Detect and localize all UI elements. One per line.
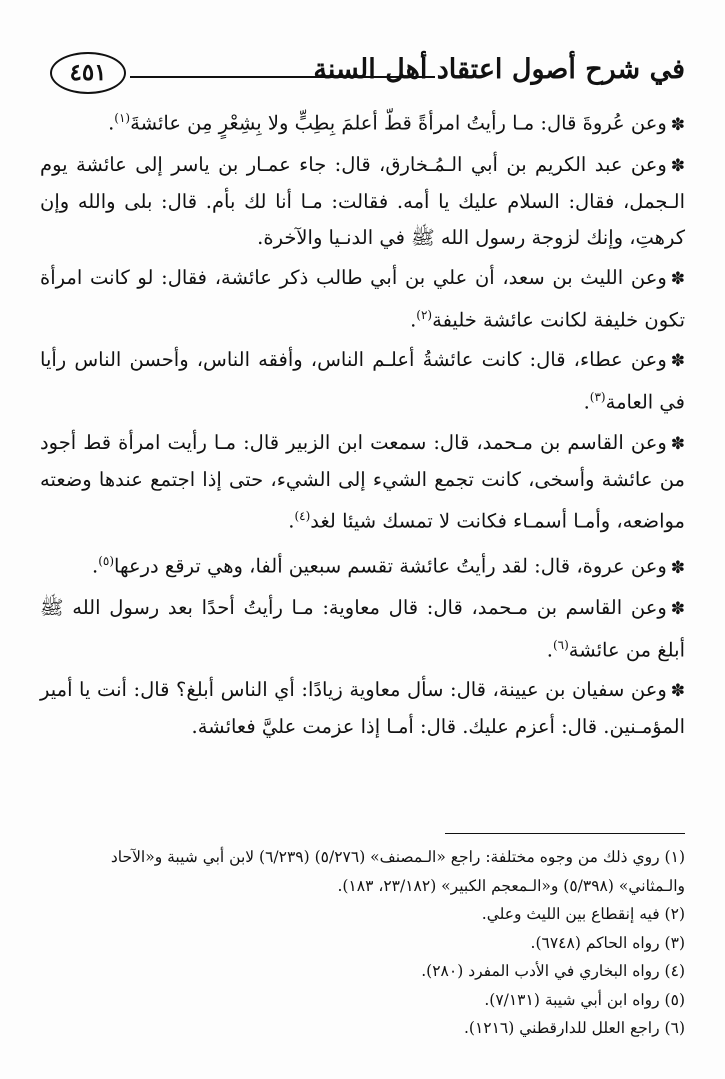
footnote-ref: (٥)	[98, 554, 115, 568]
running-header	[30, 48, 685, 98]
paragraph	[40, 590, 685, 669]
footnote-ref: (٦)	[552, 637, 569, 652]
footnote-number: (٥)	[664, 990, 685, 1009]
footnote-ref: (٤)	[294, 508, 311, 523]
footnote-number: (٣)	[664, 933, 685, 952]
paragraph-tail: .	[546, 638, 553, 661]
paragraph	[40, 543, 685, 586]
footnote-text: رواه ابن أبي شيبة (٧/١٣١).	[484, 990, 660, 1009]
footnote-text: فيه إنقطاع بين الليث وعلي.	[481, 905, 660, 923]
footnote-number: (٤)	[664, 962, 685, 980]
paragraph-text: وعن عبد الكريم بن أبي الـمُـخارق، قال: جاء عمـار بن ياسر إلى عائشة يوم الـجمل، فقال: السلام عليك يا أمه. فقالت: مـا أنا لك بأم. قال: بلى والله وإن كرهتِ، وإنك لزوجة رسول الله ﷺ في الدنـيا والآخرة.	[40, 152, 685, 249]
paragraph-text: وعن القاسم بن مـحمد، قال: قال معاوية: مـا رأيتُ أحدًا بعد رسول الله ﷺ أبلغ من عائشة	[40, 595, 685, 661]
page-number: ٤٥١	[50, 52, 126, 94]
star-icon: ✽	[670, 155, 685, 176]
footnotes	[40, 843, 685, 1043]
star-icon: ✽	[670, 351, 685, 371]
footnote-text: روي ذلك من وجوه مختلفة: راجع «الـمصنف» (٥/٢٧٦) (٦/٢٣٩) لابن أبي شيبة و«الآحاد والـمثاني» (٥/٣٩٨) و«الـمعجم الكبير» (٢٣/١٨٢، ١٨٣).	[110, 848, 685, 895]
footnote-number: (٢)	[664, 905, 685, 923]
star-icon: ✽	[670, 268, 685, 289]
footnote	[40, 1014, 685, 1043]
main-text	[40, 100, 685, 749]
paragraph	[40, 342, 685, 421]
star-icon: ✽	[670, 598, 685, 619]
footnote-text: رواه البخاري في الأدب المفرد (٢٨٠).	[421, 962, 660, 980]
paragraph-tail: .	[92, 554, 99, 578]
star-icon: ✽	[670, 114, 685, 135]
footnote-ref: (١)	[114, 111, 131, 125]
paragraph	[40, 672, 685, 745]
footnote-ref: (٢)	[416, 307, 433, 322]
star-icon: ✽	[670, 433, 685, 454]
paragraph-tail: .	[410, 308, 417, 331]
footnote-text: رواه الحاكم (٦٧٤٨).	[530, 933, 660, 952]
star-icon: ✽	[670, 557, 685, 578]
footnote	[40, 900, 685, 929]
footnote	[40, 986, 685, 1015]
paragraph-text: وعن عروة، قال: لقد رأيتُ عائشة تقسم سبعين ألفا، وهي ترقع درعها	[114, 554, 667, 578]
paragraph-text: وعن عُروةَ قال: مـا رأيتُ امرأةً قطّ أعلمَ بِطِبٍّ ولا بِشِعْرٍ مِن عائشةَ	[130, 111, 667, 135]
paragraph	[40, 425, 685, 540]
paragraph	[40, 100, 685, 143]
book-title: في شرح أصول اعتقاد أهل السنة	[313, 54, 685, 85]
paragraph-text: وعن القاسم بن مـحمد، قال: سمعت ابن الزبير قال: مـا رأيت امرأة قط أجود من عائشة وأسخى، كانت تجمع الشيء إلى الشيء، حتى إذا اجتمع عندها وضعته مواضعه، وأمـا أسمـاء فكانت لا تمسك شيئا لغد	[40, 430, 685, 532]
paragraph	[40, 260, 685, 339]
footnote-number: (٦)	[664, 1019, 685, 1037]
paragraph	[40, 147, 685, 256]
paragraph-tail: .	[583, 390, 590, 414]
paragraph-text: وعن الليث بن سعد، أن علي بن أبي طالب ذكر عائشة، فقال: لو كانت امرأة تكون خليفة لكانت عائشة خليفة	[40, 265, 685, 331]
paragraph-text: وعن عطاء، قال: كانت عائشةُ أعلـم الناس، وأفقه الناس، وأحسن الناس رأيا في العامة	[40, 348, 685, 414]
star-icon: ✽	[670, 681, 685, 701]
footnote-text: راجع العلل للدارقطني (١٢١٦).	[463, 1019, 660, 1037]
paragraph-tail: .	[288, 509, 295, 532]
footnote-ref: (٣)	[589, 390, 606, 404]
paragraph-text: وعن سفيان بن عيينة، قال: سأل معاوية زيادًا: أي الناس أبلغ؟ قال: أنت يا أمير المؤمـنين. قال: أعزم عليك. قال: أمـا إذا عزمت عليَّ فعائشة.	[40, 678, 685, 738]
footnote	[40, 929, 685, 958]
footnote-number: (١)	[664, 848, 685, 866]
footnote-separator	[445, 833, 685, 834]
paragraph-tail: .	[108, 111, 115, 135]
footnote	[40, 957, 685, 986]
header-rule	[130, 76, 435, 78]
footnote	[40, 843, 685, 900]
